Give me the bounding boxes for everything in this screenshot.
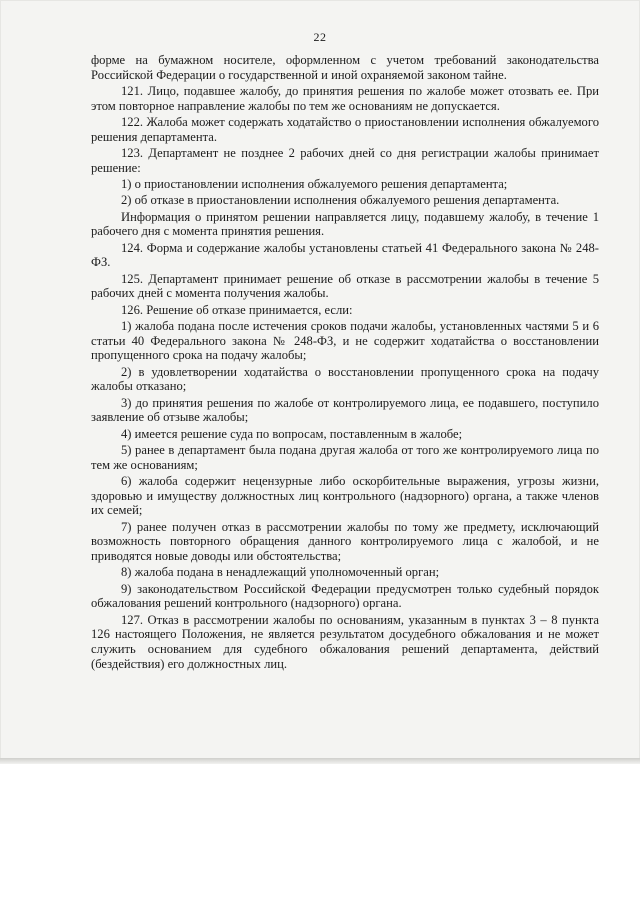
paragraph: 7) ранее получен отказ в рассмотрении жалобы по тому же предмету, исключающий возможность повторного обращения данного контролируемого лица с жалобой, и не приводятся новые доводы или обстоятельства; xyxy=(91,519,599,563)
paragraph: 121. Лицо, подавшее жалобу, до принятия решения по жалобе может отозвать ее. При этом повторное направление жалобы по тем же основаниям не допускается. xyxy=(91,84,599,113)
paragraph: 124. Форма и содержание жалобы установлены статьей 41 Федерального закона № 248-ФЗ. xyxy=(91,240,599,270)
page-bottom-edge xyxy=(0,758,640,764)
paragraph: 8) жалоба подана в ненадлежащий уполномоченный орган; xyxy=(121,565,440,580)
document-body xyxy=(91,53,599,673)
paragraph: 9) законодательством Российской Федерации предусмотрен только судебный порядок обжалования решений контрольного (надзорного) органа. xyxy=(91,581,599,611)
paragraph: 2) в удовлетворении ходатайства о восстановлении пропущенного срока на подачу жалобы отказано; xyxy=(91,364,599,394)
paragraph: 1) жалоба подана после истечения сроков подачи жалобы, установленных частями 5 и 6 статьи 40 Федерального закона № 248-ФЗ, и не содержит ходатайства о восстановлении пропущенного срока на подачу жалобы; xyxy=(91,318,599,363)
page-number: 22 xyxy=(313,30,327,44)
paragraph: 122. Жалоба может содержать ходатайство о приостановлении исполнения обжалуемого решения департамента. xyxy=(91,115,599,144)
paragraph: 123. Департамент не позднее 2 рабочих дней со дня регистрации жалобы принимает решение: xyxy=(91,146,599,175)
paragraph: форме на бумажном носителе, оформленном с учетом требований законодательства Российской Федерации о государственной и иной охраняемой законом тайне. xyxy=(91,53,599,82)
paragraph: 1) о приостановлении исполнения обжалуемого решения департамента; xyxy=(121,177,508,191)
paragraph: 4) имеется решение суда по вопросам, поставленным в жалобе; xyxy=(121,426,463,441)
paragraph: 6) жалоба содержит нецензурные либо оскорбительные выражения, угрозы жизни, здоровью и имуществу должностных лиц контрольного (надзорного) органа, а также членов их семей; xyxy=(91,473,599,518)
paragraph: 126. Решение об отказе принимается, если: xyxy=(121,302,353,317)
paragraph: 2) об отказе в приостановлении исполнения обжалуемого решения департамента. xyxy=(121,193,560,208)
paragraph: 127. Отказ в рассмотрении жалобы по основаниям, указанным в пунктах 3 – 8 пункта 126 настоящего Положения, не является результатом досудебного обжалования и не может служить основанием для судебного обжалования решений департамента, действий (бездействия) его должностных лиц. xyxy=(91,612,599,671)
paragraph: 125. Департамент принимает решение об отказе в рассмотрении жалобы в течение 5 рабочих дней с момента получения жалобы. xyxy=(91,271,599,301)
paragraph: 3) до принятия решения по жалобе от контролируемого лица, ее подавшего, поступило заявление об отзыве жалобы; xyxy=(91,395,599,425)
paragraph: 5) ранее в департамент была подана другая жалоба от того же контролируемого лица по тем же основаниям; xyxy=(91,442,599,472)
paragraph: Информация о принятом решении направляется лицу, подавшему жалобу, в течение 1 рабочего дня с момента принятия решения. xyxy=(91,209,599,239)
